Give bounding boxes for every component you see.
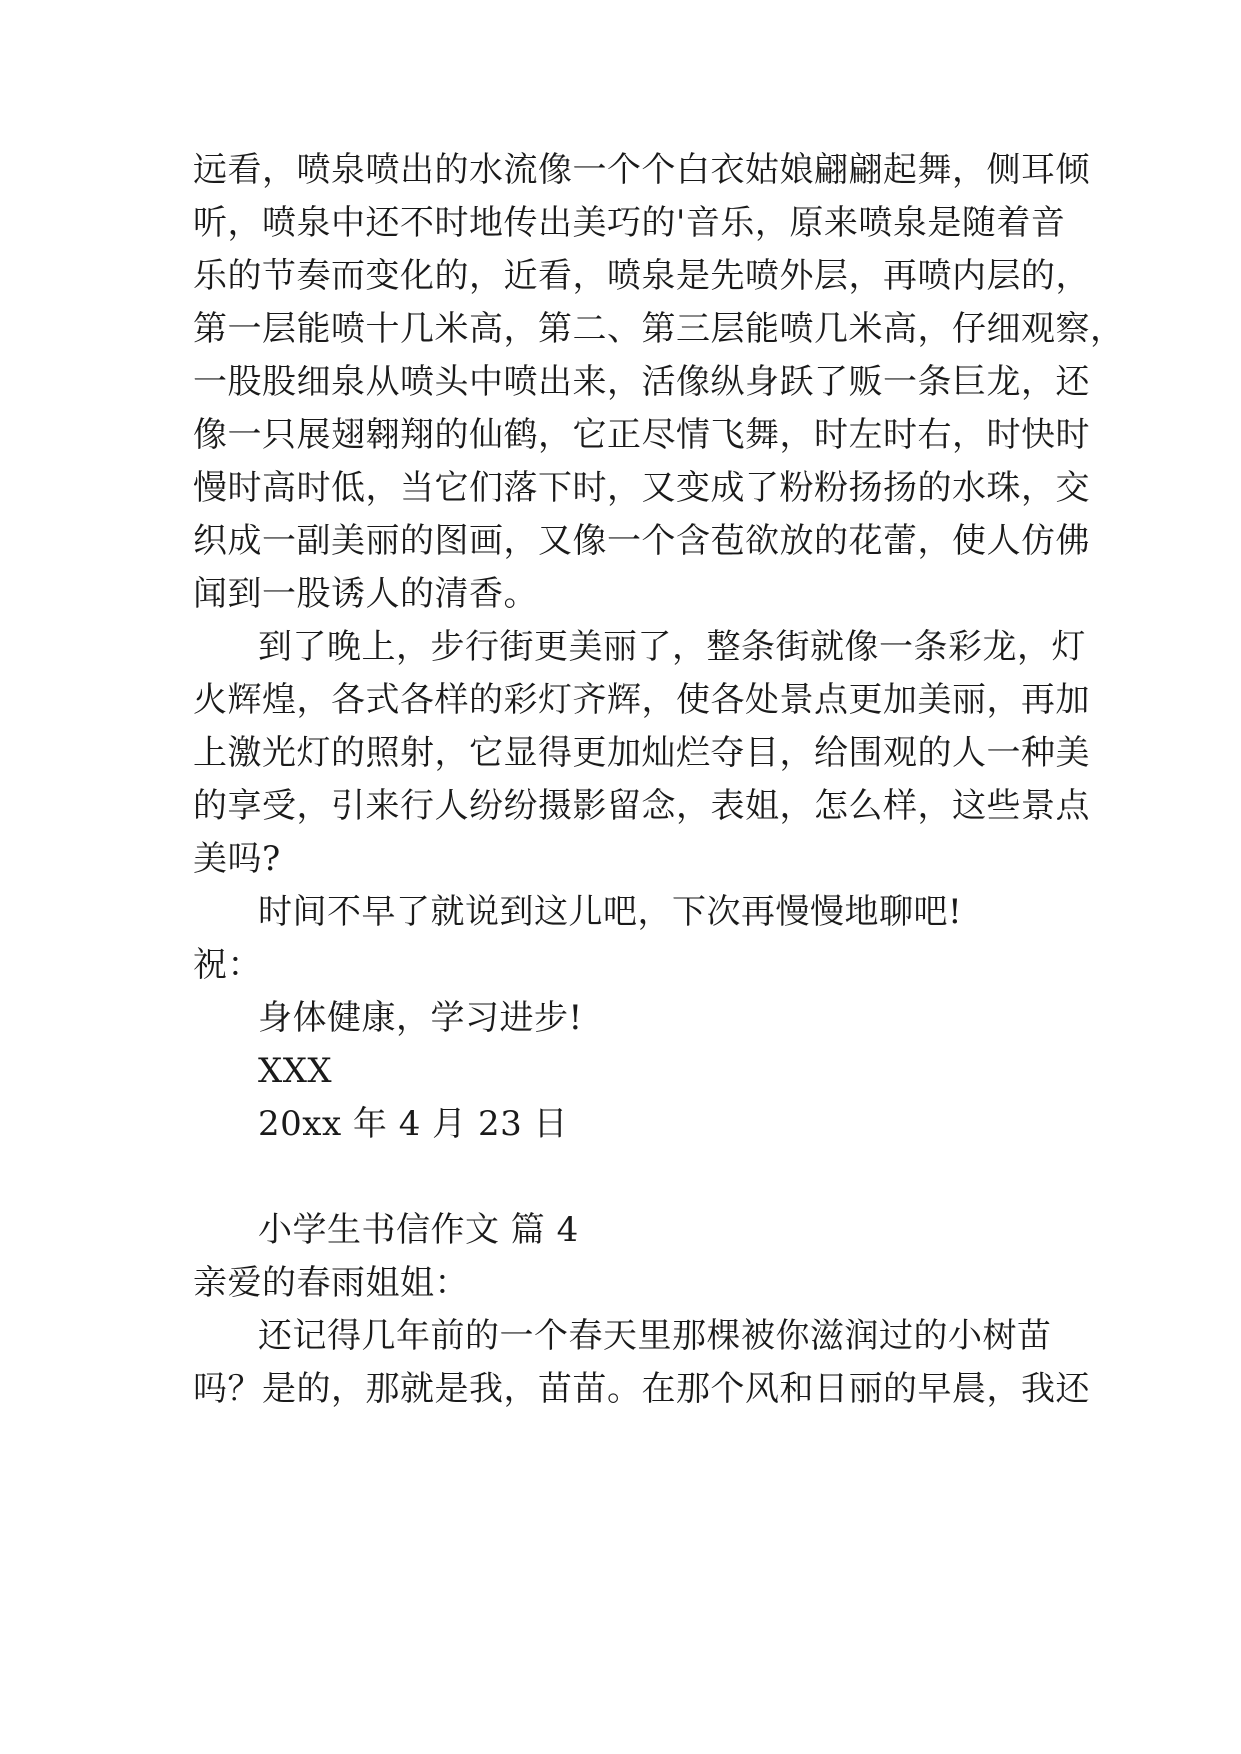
body-text-line: 的享受，引来行人纷纷摄影留念，表姐，怎么样，这些景点 xyxy=(193,786,1090,826)
signature: XXX xyxy=(258,1051,333,1091)
body-text-line: 火辉煌，各式各样的彩灯齐辉，使各处景点更加美丽，再加 xyxy=(193,680,1090,720)
body-text-line: 像一只展翅翱翔的仙鹤，它正尽情飞舞，时左时右，时快时 xyxy=(193,415,1090,455)
body-text-line: 第一层能喷十几米高，第二、第三层能喷几米高，仔细观察， xyxy=(193,309,1125,349)
body-text-line: 听，喷泉中还不时地传出美巧的'音乐，原来喷泉是随着音 xyxy=(193,203,1066,243)
body-text-line: 时间不早了就说到这儿吧，下次再慢慢地聊吧! xyxy=(258,892,963,932)
body-text-line: 乐的节奏而变化的，近看，喷泉是先喷外层，再喷内层的， xyxy=(193,256,1090,296)
body-text-line: 美吗? xyxy=(193,839,281,879)
body-text-line: 织成一副美丽的图画，又像一个含苞欲放的花蕾，使人仿佛 xyxy=(193,521,1090,561)
body-text-line: 闻到一股诱人的清香。 xyxy=(193,574,538,614)
body-text-line: 吗？是的，那就是我，苗苗。在那个风和日丽的早晨，我还 xyxy=(193,1369,1090,1409)
body-text-line: 一股股细泉从喷头中喷出来，活像纵身跃了贩一条巨龙，还 xyxy=(193,362,1090,402)
body-text-line: 还记得几年前的一个春天里那棵被你滋润过的小树苗 xyxy=(258,1316,1052,1356)
section-title: 小学生书信作文 篇 4 xyxy=(258,1210,579,1250)
letter-date: 20xx 年 4 月 23 日 xyxy=(258,1104,569,1144)
closing-text: 祝： xyxy=(193,945,262,985)
body-text-line: 上激光灯的照射，它显得更加灿烂夺目，给围观的人一种美 xyxy=(193,733,1090,773)
letter-greeting: 亲爱的春雨姐姐： xyxy=(193,1263,469,1303)
wish-text: 身体健康，学习进步! xyxy=(258,998,583,1038)
body-text-line: 远看，喷泉喷出的水流像一个个白衣姑娘翩翩起舞，侧耳倾 xyxy=(193,150,1090,190)
body-text-line: 到了晚上，步行街更美丽了，整条街就像一条彩龙，灯 xyxy=(258,627,1086,667)
body-text-line: 慢时高时低，当它们落下时，又变成了粉粉扬扬的水珠，交 xyxy=(193,468,1090,508)
